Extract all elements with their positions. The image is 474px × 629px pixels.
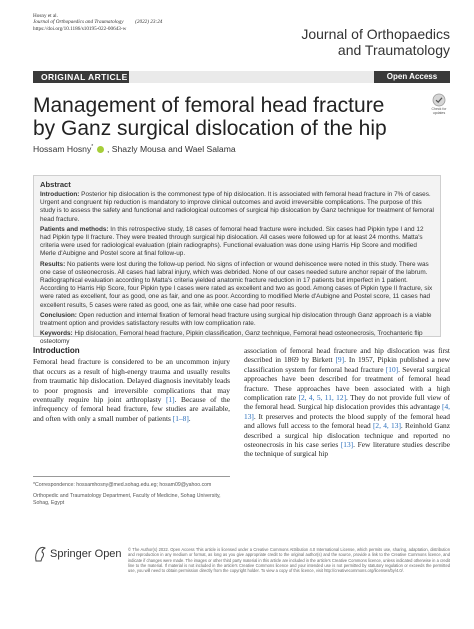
- abstract-heading: Abstract: [40, 180, 71, 189]
- journal-name: [301, 26, 450, 58]
- correspondence: *Correspondence: hossamhosny@med.sohag.edu.eg; hosam09@yahoo.com: [33, 482, 212, 488]
- check-for-updates-button[interactable]: [428, 93, 450, 119]
- journal-name-line-1: Journal of Orthopaedics: [301, 26, 450, 42]
- citation-link[interactable]: [4, 13]: [244, 402, 450, 421]
- authors-short: Hosny et al.: [33, 13, 58, 19]
- citation-link[interactable]: [2, 4, 13]: [372, 421, 401, 431]
- introduction-heading: Introduction: [33, 346, 80, 355]
- introduction-column: [33, 346, 230, 423]
- citation-link[interactable]: [9]: [335, 355, 345, 365]
- author-1[interactable]: Hossam Hosny: [33, 144, 92, 154]
- article-type-label: ORIGINAL ARTICLE: [33, 71, 129, 83]
- introduction-paragraph: Femoral head fracture is considered to be an uncommon injury that occurs as a result of high-energy trauma and usually results from traumatic hip dislocation. Delayed diagnosis inevitably leads to poor prognosis and irreversible complications that may eventually require hip joint arthroplasty [1]. Because of the infrequency of femoral head fracture, few studies are available, and often with only a small number of patients [1–8].: [33, 357, 230, 423]
- affiliation: Orthopedic and Traumatology Department, Faculty of Medicine, Sohag University, Sohag, Egypt: [33, 492, 221, 506]
- check-updates-line-2: updates: [432, 111, 446, 115]
- citation-link[interactable]: [1–8]: [172, 413, 189, 423]
- open-access-badge: Open Access: [374, 71, 450, 83]
- corresponding-mark: *: [91, 144, 94, 151]
- abstract-introduction: Introduction: Posterior hip dislocation is the commonest type of hip dislocation. It is associated with femoral head fracture in 7% of cases. Urgent and congruent hip reduction is mandatory to improve clinical outcomes and avoid irreversible complications. The purpose of this study is to assess the safety and functional and radiological outcomes of surgical hip dislocation by Ganz technique for treatment of femoral head fracture.: [40, 191, 434, 223]
- article-type-bar: [33, 71, 450, 83]
- abstract-keywords: Keywords: Hip dislocation, Femoral head fracture, Pipkin classification, Ganz technique, Femoral head osteonecrosis, Trochanteric flip osteotomy: [40, 330, 423, 346]
- journal-name-line-2: and Traumatology: [337, 42, 450, 58]
- abstract-box: [33, 175, 441, 346]
- author-list: [33, 144, 236, 154]
- license-text: © The Author(s) 2022. Open Access This article is licensed under a Creative Commons Attribution 4.0 International License, which permits use, sharing, adaptation, distribution and reproduction in any medium or format, as long as you give appropriate credit to the original author(s) and the source, provide a link to the Creative Commons licence, and indicate if changes were made. The images or other third party material in this article are included in the article's Creative Commons licence, unless indicated otherwise in a credit line to the material. If material is not included in the article's Creative Commons licence and your intended use is not permitted by statutory regulation or exceeds the permitted use, you will need to obtain permission directly from the copyright holder. To view a copy of this licence, visit http://creativecommons.org/licenses/by/4.0/.: [128, 547, 450, 574]
- year-page: (2022) 23:24: [135, 19, 163, 26]
- right-column-text: association of femoral head fracture and hip dislocation was first described in 1869 by Birkett [9]. In 1957, Pipkin published a new classification system for femoral head fracture [10]. Several surgical approaches have been described for treatment of femoral head fracture. These approaches have been associated with a high complication rate [2, 4, 5, 11, 12]. They do not provide full view of the femoral head. Surgical hip dislocation provides this advantage [4, 13]. It preserves and protects the blood supply of the femoral head and allows full access to the femoral head [2, 4, 13]. Reinhold Ganz described a surgical hip dislocation technique and reported no osteonecrosis in his case series [13]. Few literature studies describe the technique of surgical hip: [244, 346, 450, 459]
- abstract-methods: Patients and methods: In this retrospective study, 18 cases of femoral head fracture were included. Six cases had Pipkin type I and 12 had Pipkin type II fracture. They were treated through surgical hip dislocation. All cases were followed up for at least 24 months. Matta's criteria were used for radiological evaluation (plain radiographs). Functional evaluation was done using Harris Hip Score and modified Merle d'Aubigne and Postel score at final follow-up.: [40, 225, 424, 258]
- check-updates-line-1: Check for: [431, 107, 447, 111]
- publisher-name: Springer Open: [50, 548, 122, 560]
- citation-link[interactable]: [10]: [385, 364, 399, 374]
- other-authors: , Shazly Mousa and Wael Salama: [107, 144, 236, 154]
- orcid-icon[interactable]: [97, 146, 104, 153]
- check-updates-icon: [432, 93, 446, 107]
- footnote: [33, 482, 230, 506]
- article-title: Management of femoral head fracture by Ganz surgical dislocation of the hip: [33, 94, 387, 140]
- abstract-conclusion: Conclusion: Open reduction and internal fixation of femoral head fracture using surgical hip dislocation through Ganz approach is a viable treatment option and provides satisfactory results with low complication rate.: [40, 311, 432, 328]
- journal-ref: Journal of Orthopaedics and Traumatology: [33, 19, 124, 26]
- springer-horse-icon: [33, 546, 47, 562]
- citation-meta: [33, 13, 162, 32]
- doi-link[interactable]: https://doi.org/10.1186/s10195-022-00643-w: [33, 25, 127, 32]
- citation-link[interactable]: [1]: [165, 395, 175, 405]
- footnote-divider: [33, 476, 230, 477]
- publisher-logo: [33, 544, 122, 564]
- citation-link[interactable]: [2, 4, 5, 11, 12]: [298, 393, 347, 403]
- abstract-results: Results: No patients were lost during the follow-up period. No signs of infection or wound dehiscence were noted in this study. There was one case of osteonecrosis. All cases had labral injury, which was debrided. None of our cases needed suture anchor repair of the labrum. Radiographical evaluation according to Matta's criteria yielded anatomic fracture reduction in 17 patients but imperfect in 1 patient. According to Harris Hip Score, four Pipkin type I cases were rated as excellent and two as good. Among cases of Pipkin type II fracture, six were rated as excellent, four as good, one as fair, and one as poor. According to modified Merle d'Aubigne and Postel score, 11 cases had excellent results, 5 cases were rated as good, one as fair, while one case had poor results.: [40, 260, 433, 309]
- citation-link[interactable]: [13]: [340, 440, 354, 450]
